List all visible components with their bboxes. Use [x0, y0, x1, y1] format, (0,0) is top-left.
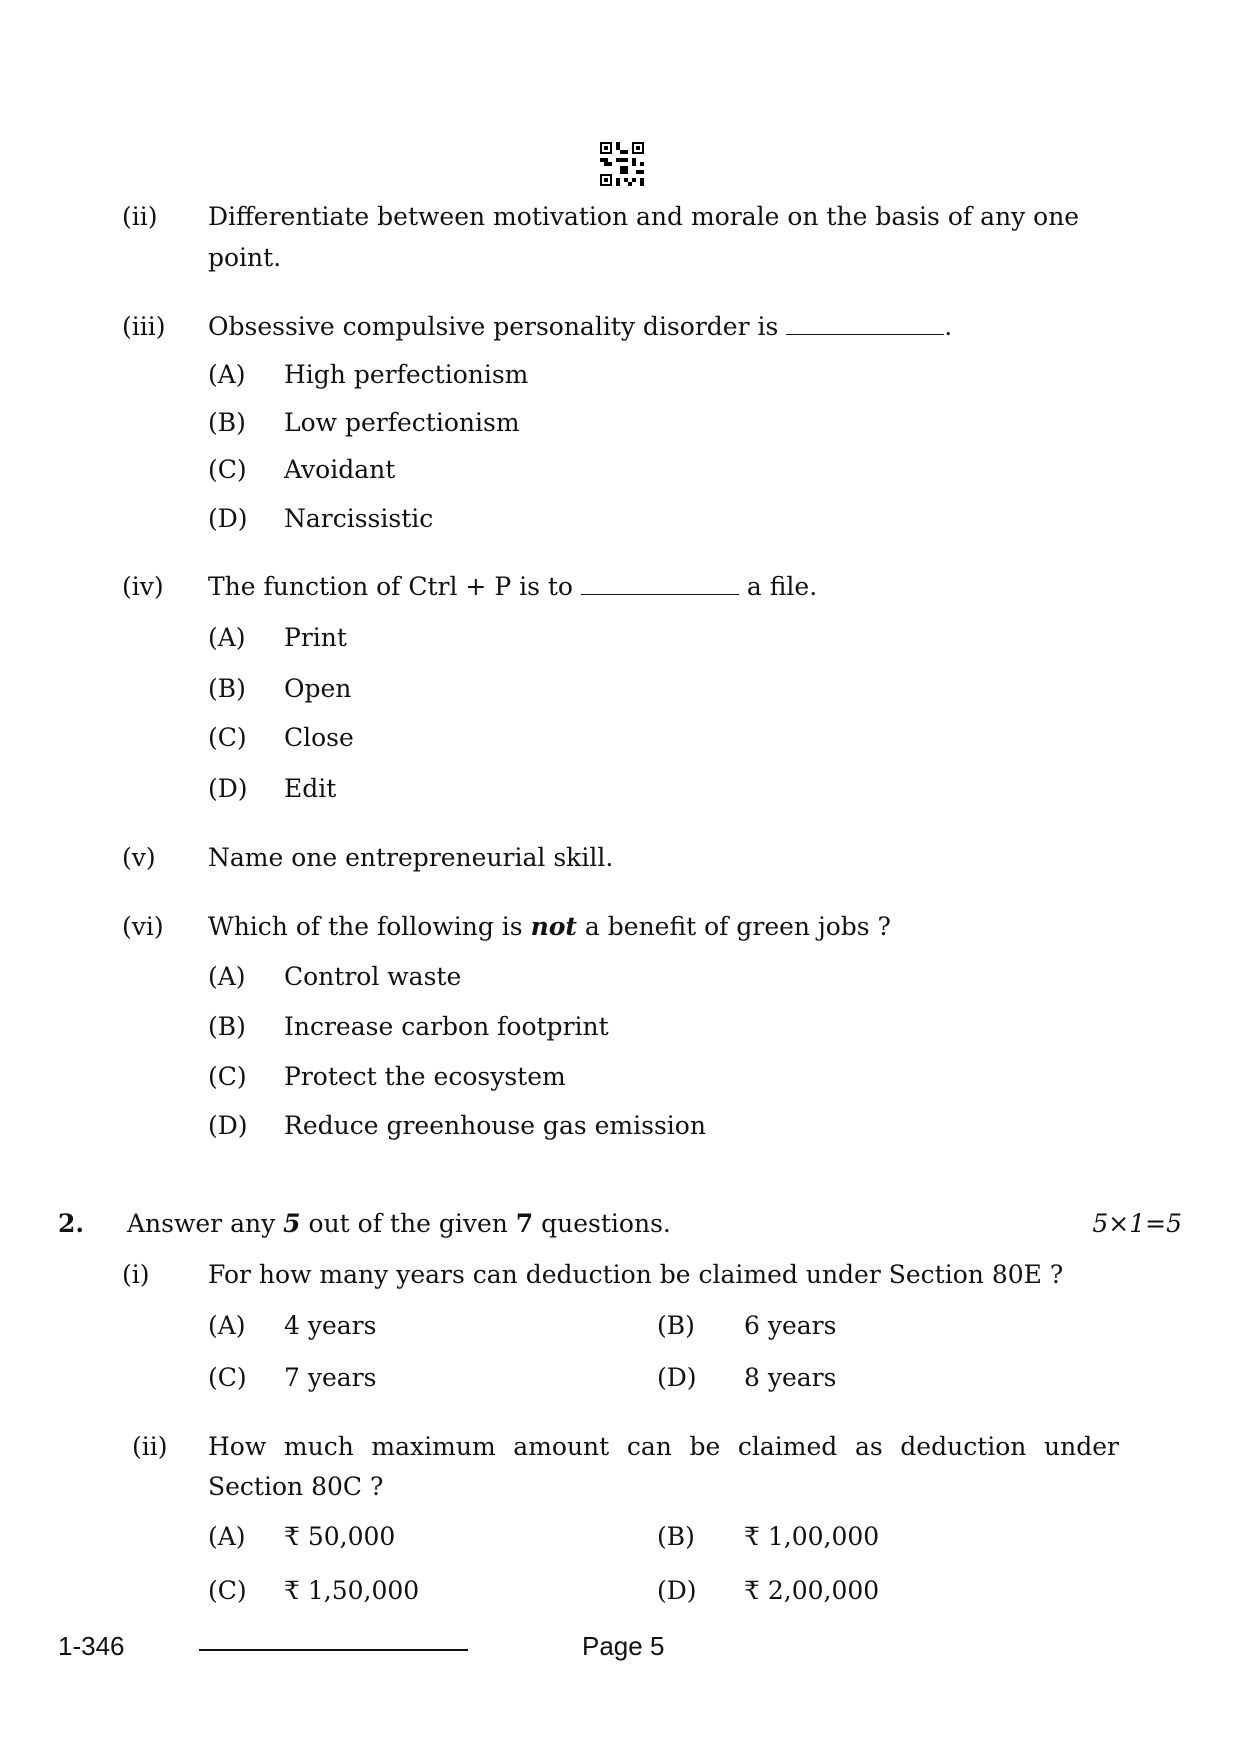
option-text: Print — [284, 623, 347, 652]
option-text: Avoidant — [284, 455, 396, 484]
option-text: Protect the ecosystem — [284, 1062, 566, 1091]
qr-code — [600, 142, 644, 186]
option-label: (B) — [657, 1522, 695, 1551]
instruction-part: out of the given — [308, 1209, 508, 1238]
option-text: 8 years — [744, 1363, 837, 1392]
option-text: Edit — [284, 774, 337, 803]
option-label: (D) — [657, 1363, 697, 1392]
fill-blank — [581, 572, 739, 595]
question-text — [208, 911, 891, 943]
question-text-part: a file. — [746, 572, 818, 601]
question-label: (vi) — [122, 912, 164, 941]
question-text-part: The function of Ctrl + P is to — [208, 572, 573, 601]
question-text-part: Obsessive compulsive personality disorder is — [208, 312, 779, 341]
option-label: (A) — [208, 1522, 246, 1551]
option-text: Open — [284, 674, 352, 703]
question-text — [208, 311, 952, 343]
paper-code: 1-346 — [58, 1631, 125, 1661]
fill-blank — [786, 312, 944, 335]
instruction-count: 5 — [283, 1209, 301, 1238]
question-text: How much maximum amount can be claimed as deduction under — [208, 1432, 1119, 1461]
option-text: ₹ 50,000 — [284, 1522, 396, 1551]
instruction-count: 7 — [515, 1209, 534, 1238]
option-label: (A) — [208, 1311, 246, 1340]
option-text: Close — [284, 723, 354, 752]
option-text: 6 years — [744, 1311, 837, 1340]
option-label: (B) — [208, 1012, 246, 1041]
option-label: (D) — [657, 1576, 697, 1605]
option-text: Narcissistic — [284, 504, 434, 533]
option-label: (C) — [208, 1363, 247, 1392]
option-label: (B) — [208, 408, 246, 437]
option-label: (C) — [208, 723, 247, 752]
option-label: (B) — [657, 1311, 695, 1340]
option-text: ₹ 2,00,000 — [744, 1576, 880, 1605]
question-text: Name one entrepreneurial skill. — [208, 843, 614, 872]
question-text: point. — [208, 243, 282, 272]
question-label: (i) — [122, 1260, 150, 1289]
option-text: Control waste — [284, 962, 462, 991]
option-text: 4 years — [284, 1311, 377, 1340]
option-label: (C) — [208, 1576, 247, 1605]
question-text: Section 80C ? — [208, 1472, 384, 1501]
question-text-end: . — [944, 312, 953, 341]
question-text-part: Which of the following is — [208, 912, 523, 941]
instruction-part: questions. — [541, 1209, 671, 1238]
option-label: (D) — [208, 1111, 248, 1140]
option-label: (B) — [208, 674, 246, 703]
instruction-part: Answer any — [127, 1209, 276, 1238]
question-number: 2. — [58, 1209, 85, 1238]
option-label: (D) — [208, 774, 248, 803]
option-text: Low perfectionism — [284, 408, 520, 437]
question-instruction — [127, 1208, 671, 1240]
option-label: (A) — [208, 962, 246, 991]
option-text: High perfectionism — [284, 360, 529, 389]
option-text: ₹ 1,50,000 — [284, 1576, 420, 1605]
option-text: ₹ 1,00,000 — [744, 1522, 880, 1551]
question-label: (iii) — [122, 312, 166, 341]
option-text: Increase carbon footprint — [284, 1012, 609, 1041]
option-text: Reduce greenhouse gas emission — [284, 1111, 706, 1140]
page-number: Page 5 — [582, 1631, 665, 1661]
question-text-part: a benefit of green jobs ? — [584, 912, 891, 941]
question-label: (ii) — [132, 1432, 168, 1461]
option-label: (A) — [208, 360, 246, 389]
option-label: (C) — [208, 1062, 247, 1091]
option-label: (A) — [208, 623, 246, 652]
option-label: (D) — [208, 504, 248, 533]
question-label: (iv) — [122, 572, 164, 601]
question-text: Differentiate between motivation and morale on the basis of any one — [208, 202, 1080, 231]
option-text: 7 years — [284, 1363, 377, 1392]
option-label: (C) — [208, 455, 247, 484]
emphasis-not: not — [530, 912, 577, 941]
question-text — [208, 571, 817, 603]
question-label: (v) — [122, 843, 156, 872]
marks: 5×1=5 — [1092, 1209, 1182, 1238]
footer-rule — [199, 1649, 468, 1651]
question-label: (ii) — [122, 202, 158, 231]
question-text: For how many years can deduction be claimed under Section 80E ? — [208, 1260, 1064, 1289]
